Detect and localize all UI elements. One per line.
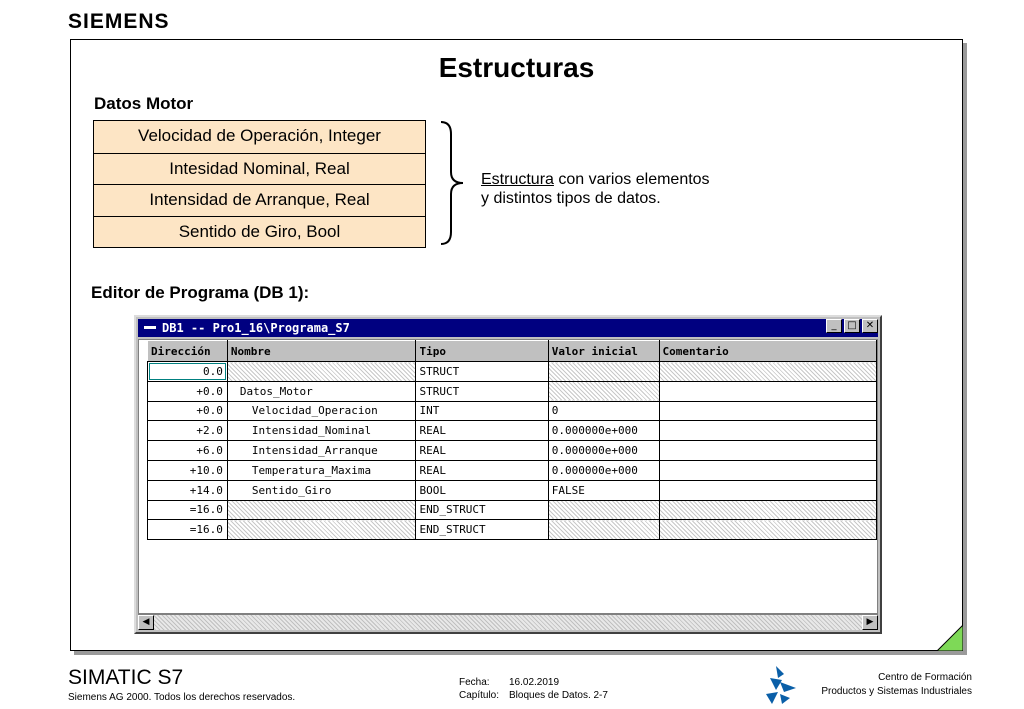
cell-nombre[interactable] [227, 362, 416, 382]
cell-direccion[interactable]: =16.0 [148, 520, 228, 540]
cell-tipo[interactable]: INT [416, 401, 548, 421]
cell-tipo[interactable]: END_STRUCT [416, 520, 548, 540]
cell-direccion[interactable]: +6.0 [148, 441, 228, 461]
cell-direccion[interactable]: =16.0 [148, 500, 228, 520]
slide-frame [70, 39, 963, 651]
table-row[interactable] [148, 520, 877, 540]
struct-item: Intesidad Nominal, Real [94, 153, 425, 185]
capitulo-label: Capítulo: [459, 690, 500, 701]
brace-icon [439, 120, 469, 246]
cell-comentario[interactable] [659, 460, 876, 480]
cell-valor[interactable] [548, 362, 659, 382]
maximize-button[interactable]: □ [844, 319, 860, 333]
db-table-area [138, 339, 878, 614]
table-row[interactable] [148, 500, 877, 520]
system-menu-icon[interactable] [144, 323, 156, 333]
struct-item: Velocidad de Operación, Integer [138, 126, 381, 145]
cell-nombre[interactable]: Velocidad_Operacion [227, 401, 416, 421]
cell-nombre[interactable]: Intensidad_Nominal [227, 421, 416, 441]
col-nombre[interactable]: Nombre [227, 341, 416, 362]
estructura-link[interactable]: Estructura [481, 171, 554, 188]
struct-diagram [93, 120, 426, 248]
table-row[interactable] [148, 421, 877, 441]
cell-comentario[interactable] [659, 441, 876, 461]
fecha-label: Fecha: [459, 677, 490, 688]
siemens-logo: SIEMENS [68, 10, 170, 33]
datos-motor-heading: Datos Motor [94, 94, 194, 113]
footer-center-info [821, 671, 972, 699]
page-corner-icon [937, 625, 963, 651]
cell-nombre[interactable] [227, 520, 416, 540]
cell-direccion[interactable]: +14.0 [148, 480, 228, 500]
scroll-right-button[interactable]: ▶ [862, 615, 878, 630]
cell-nombre[interactable] [227, 500, 416, 520]
struct-item: Intensidad de Arranque, Real [94, 184, 425, 216]
table-row[interactable] [148, 362, 877, 382]
cell-valor[interactable]: 0.000000e+000 [548, 460, 659, 480]
slide-title: Estructuras [438, 52, 595, 83]
cell-nombre[interactable]: Datos_Motor [227, 381, 416, 401]
cell-comentario[interactable] [659, 362, 876, 382]
desc-text: con varios elementos [553, 171, 710, 188]
table-row[interactable] [148, 441, 877, 461]
cell-direccion[interactable]: +2.0 [148, 421, 228, 441]
cell-tipo[interactable]: END_STRUCT [416, 500, 548, 520]
footer-meta [459, 676, 608, 702]
copyright: Siemens AG 2000. Todos los derechos reservados. [68, 692, 296, 703]
cell-direccion[interactable]: +10.0 [148, 460, 228, 480]
cell-tipo[interactable]: REAL [416, 460, 548, 480]
cell-valor[interactable]: 0 [548, 401, 659, 421]
db-table [147, 340, 877, 540]
cell-valor[interactable] [548, 500, 659, 520]
col-direccion[interactable]: Dirección [148, 341, 228, 362]
cell-valor[interactable] [548, 381, 659, 401]
fecha-value: 16.02.2019 [509, 677, 560, 688]
cell-tipo[interactable]: BOOL [416, 480, 548, 500]
cell-valor[interactable]: 0.000000e+000 [548, 441, 659, 461]
cell-direccion[interactable]: 0.0 [148, 362, 228, 382]
cell-tipo[interactable]: REAL [416, 441, 548, 461]
cell-nombre[interactable]: Sentido_Giro [227, 480, 416, 500]
window-title: DB1 -- Pro1_16\Programa_S7 [162, 321, 350, 335]
cell-comentario[interactable] [659, 401, 876, 421]
cell-comentario[interactable] [659, 381, 876, 401]
cell-comentario[interactable] [659, 421, 876, 441]
window-titlebar[interactable] [138, 319, 878, 337]
table-row[interactable] [148, 401, 877, 421]
scroll-left-button[interactable]: ◀ [138, 615, 154, 630]
cell-direccion[interactable]: +0.0 [148, 401, 228, 421]
struct-description [481, 170, 710, 208]
editor-heading: Editor de Programa (DB 1): [91, 283, 310, 302]
product-name: SIMATIC S7 [68, 666, 184, 689]
center-line-1: Centro de Formación [878, 672, 972, 683]
close-button[interactable]: ✕ [862, 319, 878, 333]
cell-valor[interactable] [548, 520, 659, 540]
cell-tipo[interactable]: STRUCT [416, 381, 548, 401]
cell-tipo[interactable]: STRUCT [416, 362, 548, 382]
table-row[interactable] [148, 460, 877, 480]
col-comentario[interactable]: Comentario [659, 341, 876, 362]
cell-nombre[interactable]: Temperatura_Maxima [227, 460, 416, 480]
col-tipo[interactable]: Tipo [416, 341, 548, 362]
cell-comentario[interactable] [659, 500, 876, 520]
table-row[interactable] [148, 480, 877, 500]
struct-item: Sentido de Giro, Bool [94, 216, 425, 248]
capitulo-value: Bloques de Datos. 2-7 [509, 690, 608, 701]
cell-direccion[interactable]: +0.0 [148, 381, 228, 401]
training-center-logo-icon [762, 664, 802, 706]
cell-valor[interactable]: 0.000000e+000 [548, 421, 659, 441]
col-valor-inicial[interactable]: Valor inicial [548, 341, 659, 362]
db-editor-window [134, 315, 882, 634]
horizontal-scrollbar[interactable] [138, 614, 878, 630]
footer-product [68, 666, 295, 703]
cell-comentario[interactable] [659, 480, 876, 500]
cell-valor[interactable]: FALSE [548, 480, 659, 500]
center-line-2: Productos y Sistemas Industriales [821, 686, 972, 697]
cell-nombre[interactable]: Intensidad_Arranque [227, 441, 416, 461]
cell-tipo[interactable]: REAL [416, 421, 548, 441]
cell-comentario[interactable] [659, 520, 876, 540]
table-row[interactable] [148, 381, 877, 401]
minimize-button[interactable]: _ [826, 319, 842, 333]
desc-text-2: y distintos tipos de datos. [481, 190, 661, 207]
